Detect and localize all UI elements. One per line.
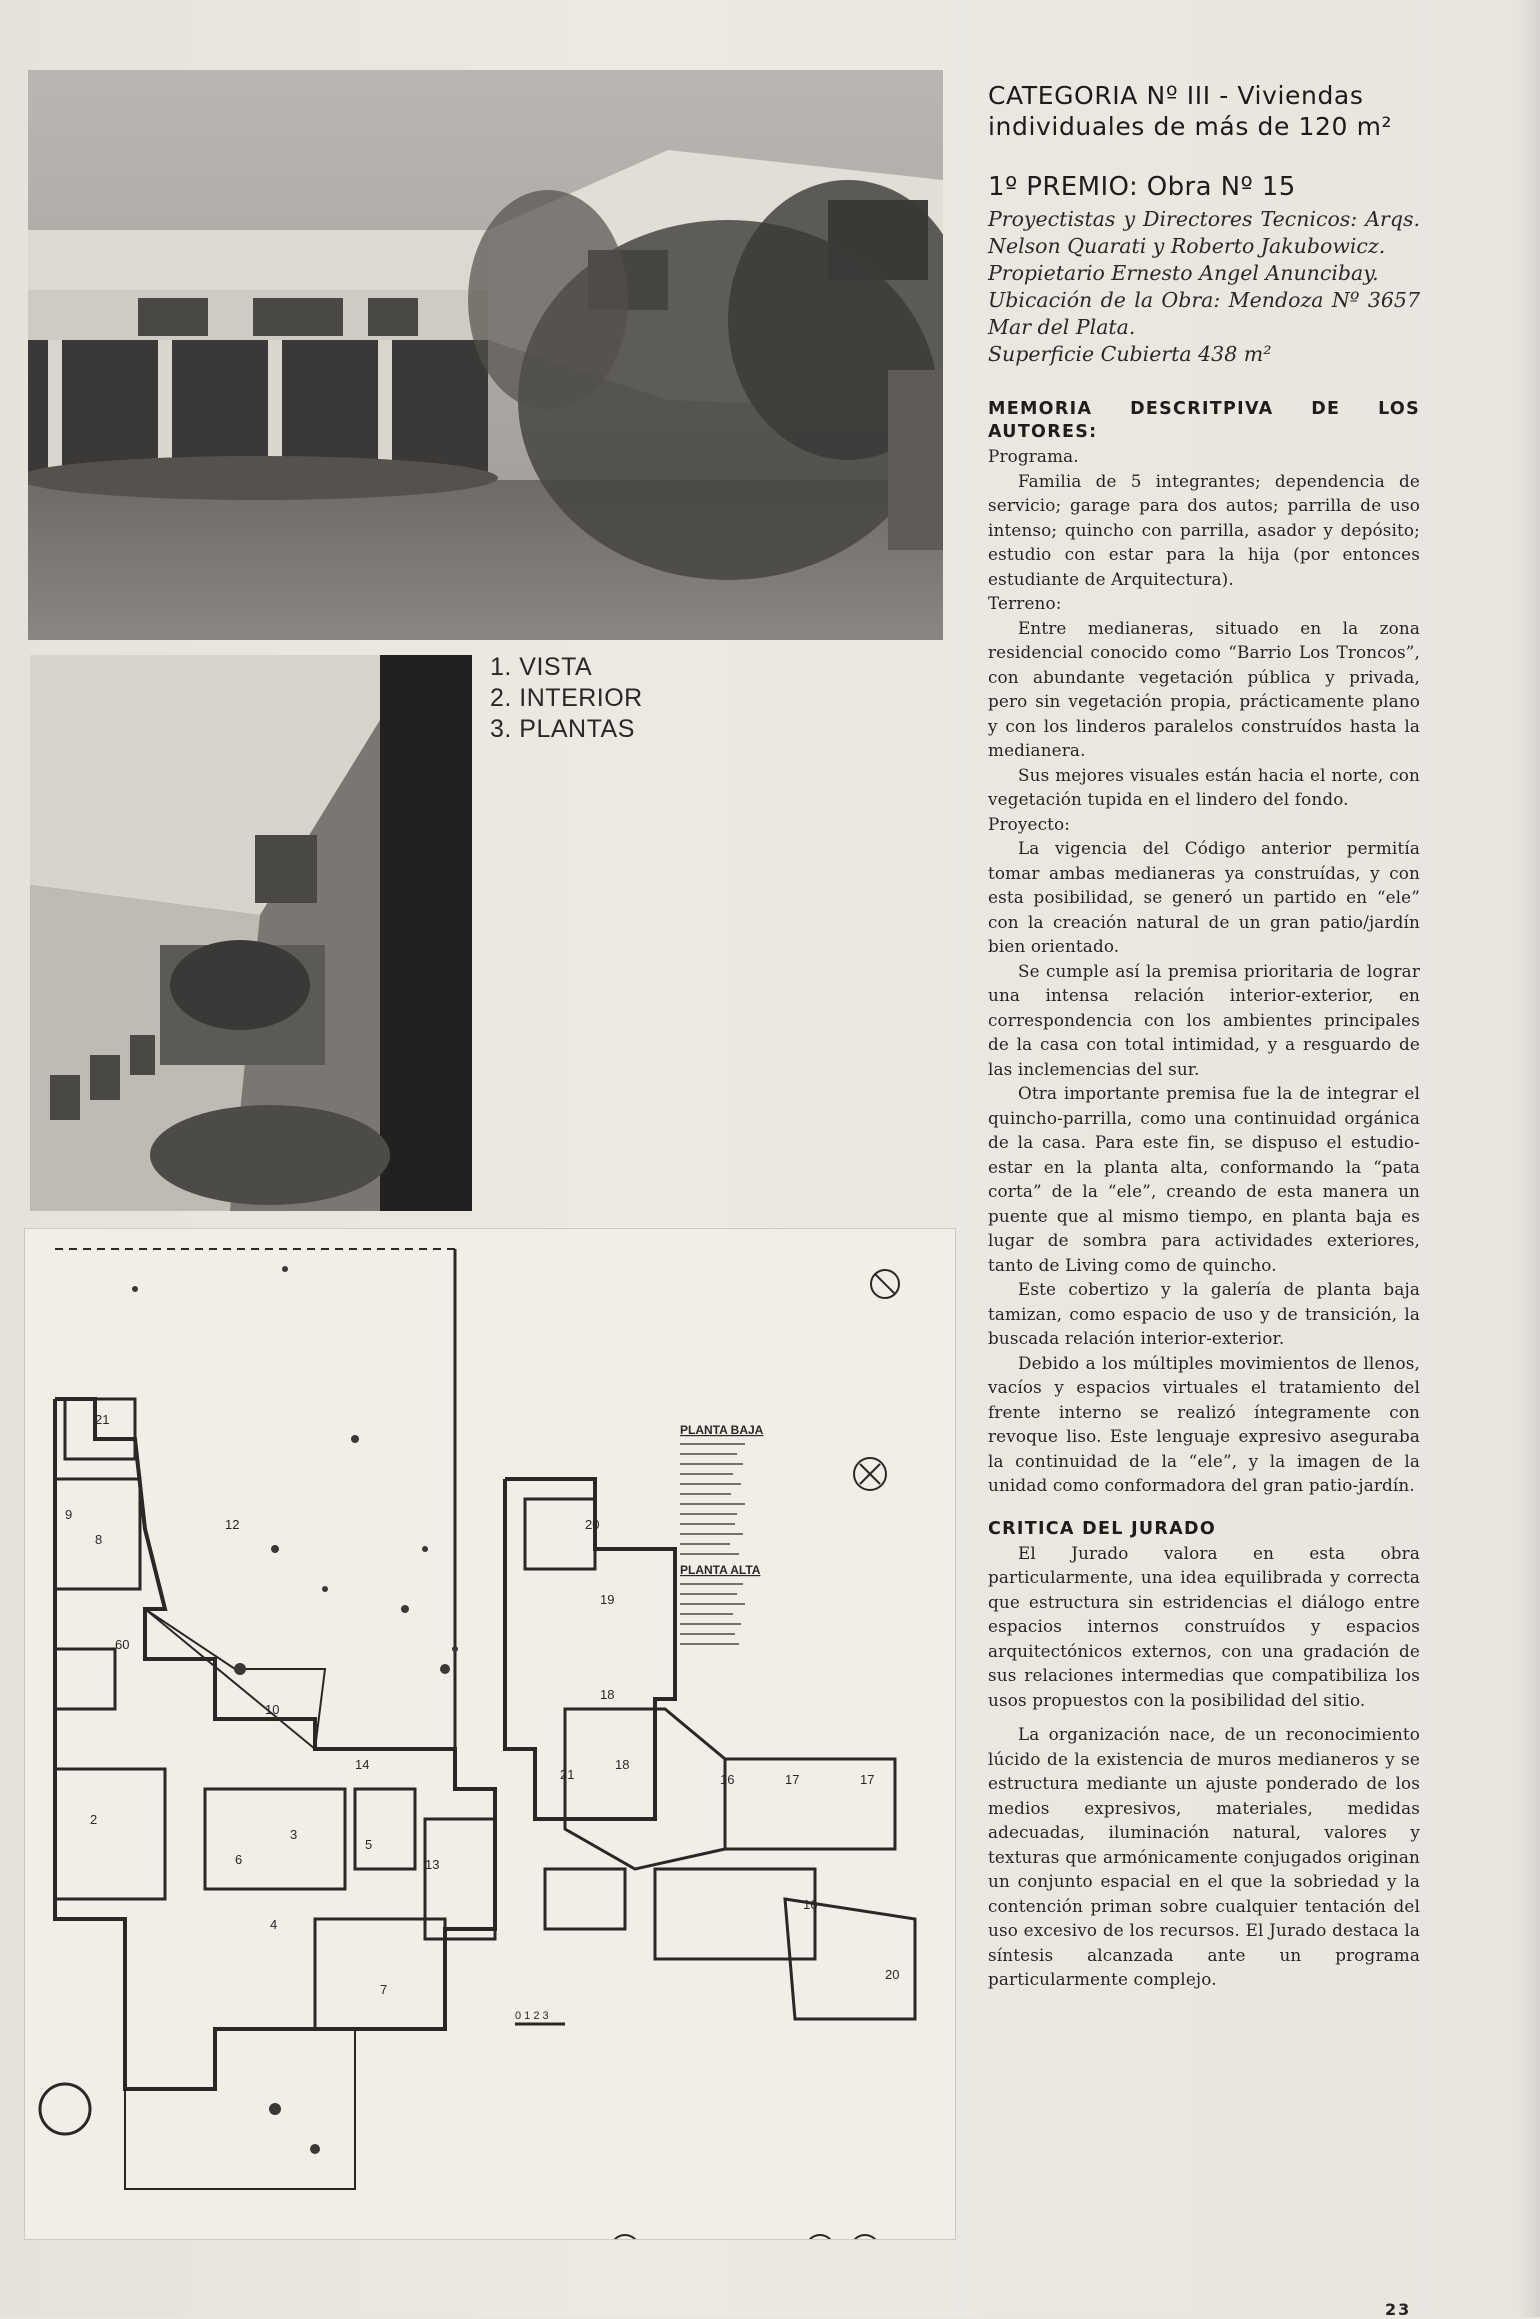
critica-text-2: La organización nace, de un reconocimiento lúcido de la existencia de muros medianeros y se estructura mediante un ajuste ponderado de los medios expresivos, materiales, medidas adecuadas, iluminación natural, valores y texturas que armónicamente conjugados originan un conjunto espacial en el que la sobriedad y la contención priman sobre cualquier tentación del uso excesivo de los recursos. El Jurado destaca la síntesis alcanzada ante un programa particularmente complejo. [988,1724,1420,1989]
credits-propietario: Propietario Ernesto Angel Anuncibay. [988,261,1379,285]
svg-text:6: 6 [235,1852,243,1867]
article-text-column [988,80,1420,1992]
project-credits [988,206,1420,368]
svg-text:12: 12 [225,1517,240,1532]
caption-vista: 1. VISTA [490,653,593,681]
caption-interior: 2. INTERIOR [490,684,643,712]
figure-captions [490,652,750,745]
terreno-label: Terreno: [988,593,1062,613]
svg-text:9: 9 [65,1507,73,1522]
proyecto-text-4: Este cobertizo y la galería de planta baja tamizan, como espacio de uso y de transición, la buscada relación interior-exterior. [988,1279,1420,1348]
svg-text:2: 2 [90,1812,98,1827]
svg-text:21: 21 [95,1412,110,1427]
svg-text:8: 8 [95,1532,103,1547]
svg-text:19: 19 [600,1592,615,1607]
critica-text-1: El Jurado valora en esta obra particularmente, una idea equilibrada y correcta que estructura sin estridencias el diálogo entre espacios internos construídos y espacios arquitectónicos externos, con una gradación de sus relaciones intermedias que compatibiliza los usos propuestos con la posibilidad del sitio. [988,1542,1420,1710]
svg-text:18: 18 [600,1687,615,1702]
page-number: 23 [1385,2300,1412,2319]
credits-ubicacion: Ubicación de la Obra: Mendoza Nº 3657 Mar del Plata. [988,288,1420,339]
category-title: CATEGORIA Nº III - Viviendas individuales de más de 120 m² [988,81,1393,141]
terreno-text-2: Sus mejores visuales están hacia el norte, con vegetación tupida en el lindero del fondo. [988,764,1420,809]
svg-text:14: 14 [355,1757,370,1772]
award-title: 1º PREMIO: Obra Nº 15 [988,172,1296,202]
caption-plantas: 3. PLANTAS [490,715,635,743]
proyecto-text-5: Debido a los múltiples movimientos de llenos, vacíos y espacios virtuales el tratamiento del frente interno se realizó íntegramente con revoque liso. Este lenguaje expresivo aseguraba la continuidad de la “ele”, y la imagen de la unidad como conformadora del gran patio-jardín. [988,1352,1420,1495]
critica-heading: CRITICA DEL JURADO [988,1518,1217,1539]
memoria-heading: MEMORIA DESCRITPIVA DE LOS AUTORES: [988,399,1420,442]
svg-text:7: 7 [380,1982,388,1997]
svg-text:16: 16 [720,1772,735,1787]
svg-text:20: 20 [885,1967,900,1982]
floor-plans-drawing [24,1228,956,2240]
credits-proyectistas: Proyectistas y Directores Tecnicos: Arqs. Nelson Quarati y Roberto Jakubowicz. [988,207,1420,258]
house-interior-photo [30,655,472,1211]
svg-text:20: 20 [585,1517,600,1532]
planta-baja-label: PLANTA BAJA [680,1423,764,1437]
proyecto-text-2: Se cumple así la premisa prioritaria de lograr una intensa relación interior-exterior, en correspondencia con los ambientes principales de la casa con total intimidad, y a resguardo de las inclemencias del sur. [988,960,1420,1079]
svg-text:13: 13 [425,1857,440,1872]
memoria-body [988,444,1420,1498]
house-exterior-photo [28,70,943,640]
svg-text:4: 4 [270,1917,278,1932]
credits-superficie: Superficie Cubierta 438 m² [988,342,1272,366]
svg-text:21: 21 [560,1767,575,1782]
svg-text:17: 17 [785,1772,800,1787]
programa-text: Familia de 5 integrantes; dependencia de servicio; garage para dos autos; parrilla de uso intenso; quincho con parrilla, asador y depósito; estudio con estar para la hija (por entonces estudiante de Arquitectura). [988,470,1420,589]
svg-text:17: 17 [860,1772,875,1787]
svg-text:18: 18 [615,1757,630,1772]
terreno-text-1: Entre medianeras, situado en la zona residencial conocido como “Barrio Los Troncos”, con abundante vegetación pública y privada, pero sin vegetación propia, prácticamente plano y con los linderos paralelos construídos hasta la medianera. [988,617,1420,760]
proyecto-text-1: La vigencia del Código anterior permitía tomar ambas medianeras ya construídas, y con esta posibilidad, se generó un partido en “ele” con la creación natural de un gran patio/jardín bien orientado. [988,838,1420,956]
planta-alta-label: PLANTA ALTA [680,1563,761,1577]
critica-body [988,1541,1420,1992]
proyecto-label: Proyecto: [988,813,1071,834]
page-edge-shadow [1518,0,1540,2317]
programa-label: Programa. [988,446,1079,466]
svg-text:5: 5 [365,1837,373,1852]
proyecto-text-3: Otra importante premisa fue la de integrar el quincho-parrilla, como una continuidad orgánica de la casa. Para este fin, se dispuso el estudio-estar en la planta alta, conformando la “pata corta” de la “ele”, creando de esta manera un puente que al mismo tiempo, en planta baja es lugar de sombra para actividades exteriores, tanto de Living como de quincho. [988,1083,1420,1275]
svg-text:10: 10 [265,1702,280,1717]
svg-text:60: 60 [115,1637,130,1652]
svg-text:16: 16 [803,1897,818,1912]
svg-text:3: 3 [290,1827,298,1842]
plan-scale: 0 1 2 3 [515,2010,549,2022]
